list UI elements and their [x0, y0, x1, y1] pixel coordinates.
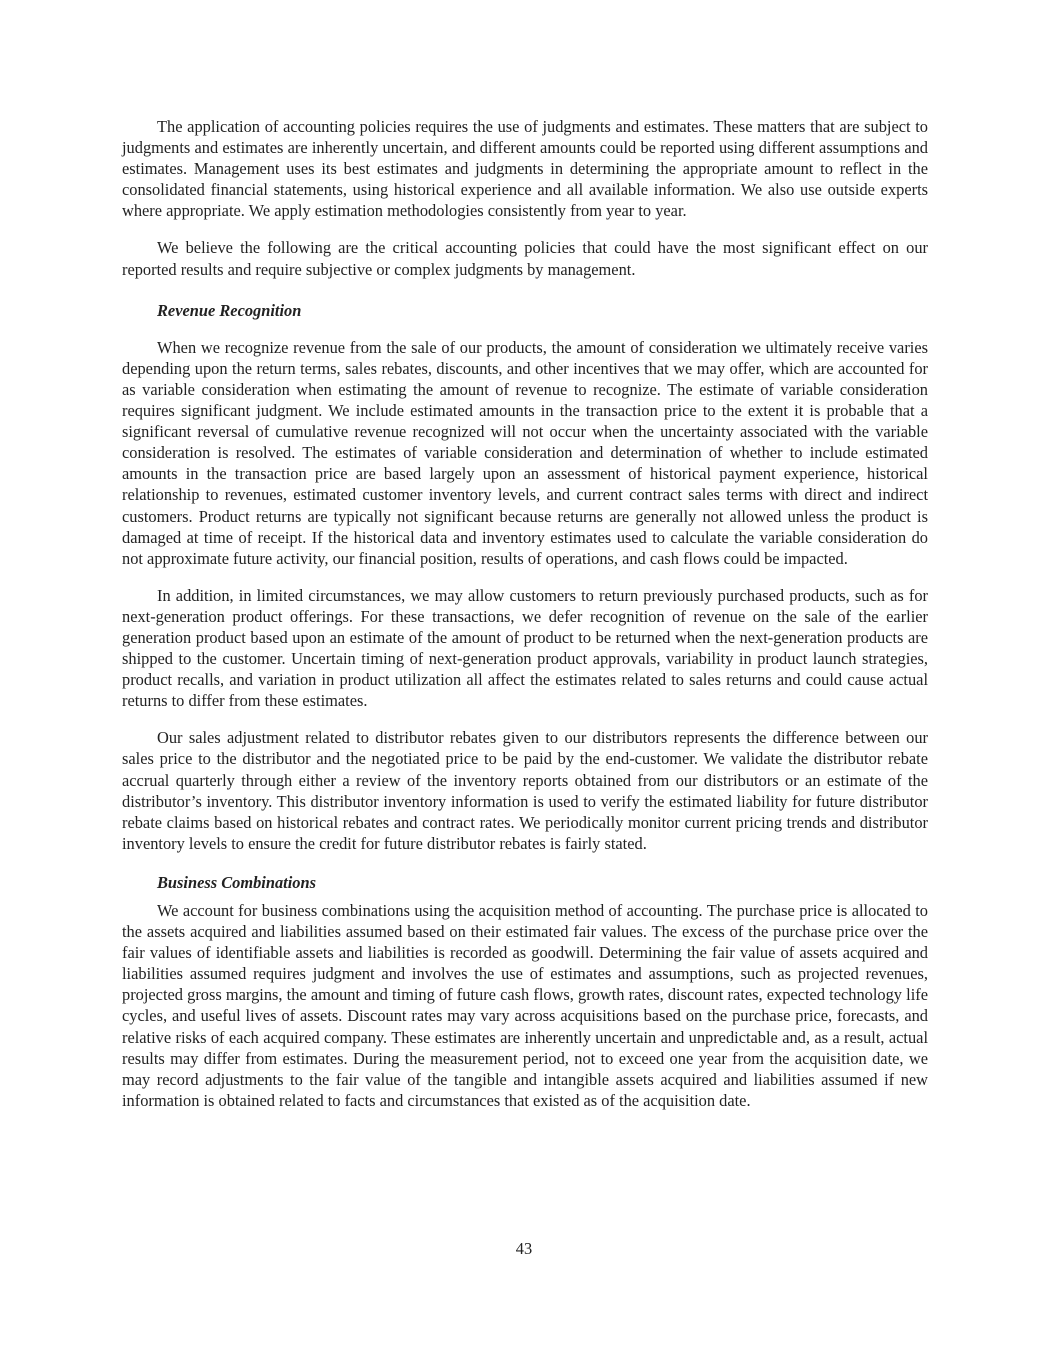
document-page	[122, 116, 928, 1127]
section-heading-business-combinations: Business Combinations	[157, 872, 316, 892]
section-heading-revenue-recognition: Revenue Recognition	[157, 300, 302, 320]
business-combinations-paragraph: We account for business combinations using the acquisition method of accounting. The purchase price is allocated to the assets acquired and liabilities assumed based on their estimated fair values. The excess of the purchase price over the fair values of identifiable assets and liabilities is recorded as goodwill. Determining the fair value of assets acquired and liabilities assumed requires judgment and involves the use of estimates and assumptions, such as projected revenues, projected gross margins, the amount and timing of future cash flows, growth rates, discount rates, expected technology life cycles, and useful lives of assets. Discount rates may vary across acquisitions based on the purchase price, forecasts, and relative risks of each acquired company. These estimates are inherently uncertain and unpredictable and, as a result, actual results may differ from estimates. During the measurement period, not to exceed one year from the acquisition date, we may record adjustments to the fair value of the tangible and intangible assets acquired and liabilities assumed if new information is obtained related to facts and circumstances that existed as of the acquisition date.	[122, 901, 928, 1110]
page-number: 43	[515, 1239, 533, 1258]
revenue-paragraph-variable-consideration: When we recognize revenue from the sale of our products, the amount of consideration we ultimately receive varies depending upon the return terms, sales rebates, discounts, and other incentives that we may offer, which are accounted for as variable consideration when estimating the amount of revenue to recognize. The estimate of variable consideration requires significant judgment. We include estimated amounts in the transaction price to the extent it is probable that a significant reversal of cumulative revenue recognized will not occur when the uncertainty associated with the variable consideration is resolved. The estimates of variable consideration and determination of whether to include estimated amounts in the transaction price are based largely upon an assessment of historical payment experience, historical relationship to revenues, estimated customer inventory levels, and current contract sales terms with direct and indirect customers. Product returns are typically not significant because returns are generally not allowed unless the product is damaged at time of receipt. If the historical data and inventory estimates used to calculate the variable consideration do not approximate future activity, our financial position, results of operations, and cash flows could be impacted.	[122, 337, 928, 568]
revenue-paragraph-distributor-rebates: Our sales adjustment related to distributor rebates given to our distributors represents the difference between our sales price to the distributor and the negotiated price to be paid by the end-customer. We validate the distributor rebate accrual quarterly through either a review of the inventory reports obtained from our distributors or an estimate of the distributor’s inventory. This distributor inventory information is used to verify the estimated liability for future distributor rebate claims based on historical rebates and contract rates. We periodically monitor current pricing trends and distributor inventory levels to ensure the credit for future distributor rebates is fairly stated.	[122, 728, 928, 853]
intro-paragraph-critical-policies: We believe the following are the critical accounting policies that could have the most significant effect on our reported results and require subjective or complex judgments by management.	[122, 238, 928, 279]
intro-paragraph-estimates: The application of accounting policies requires the use of judgments and estimates. These matters that are subject to judgments and estimates are inherently uncertain, and different amounts could be reported using different assumptions and estimates. Management uses its best estimates and judgments in determining the appropriate amount to reflect in the consolidated financial statements, using historical experience and all available information. We also use outside experts where appropriate. We apply estimation methodologies consistently from year to year.	[122, 117, 928, 221]
revenue-paragraph-returns: In addition, in limited circumstances, we may allow customers to return previously purchased products, such as for next-generation product offerings. For these transactions, we defer recognition of revenue on the sale of the earlier generation product based upon an estimate of the amount of product to be returned when the next-generation products are shipped to the customer. Uncertain timing of next-generation product approvals, variability in product launch strategies, product recalls, and variation in product utilization all affect the estimates related to sales returns and could cause actual returns to differ from these estimates.	[122, 585, 928, 711]
